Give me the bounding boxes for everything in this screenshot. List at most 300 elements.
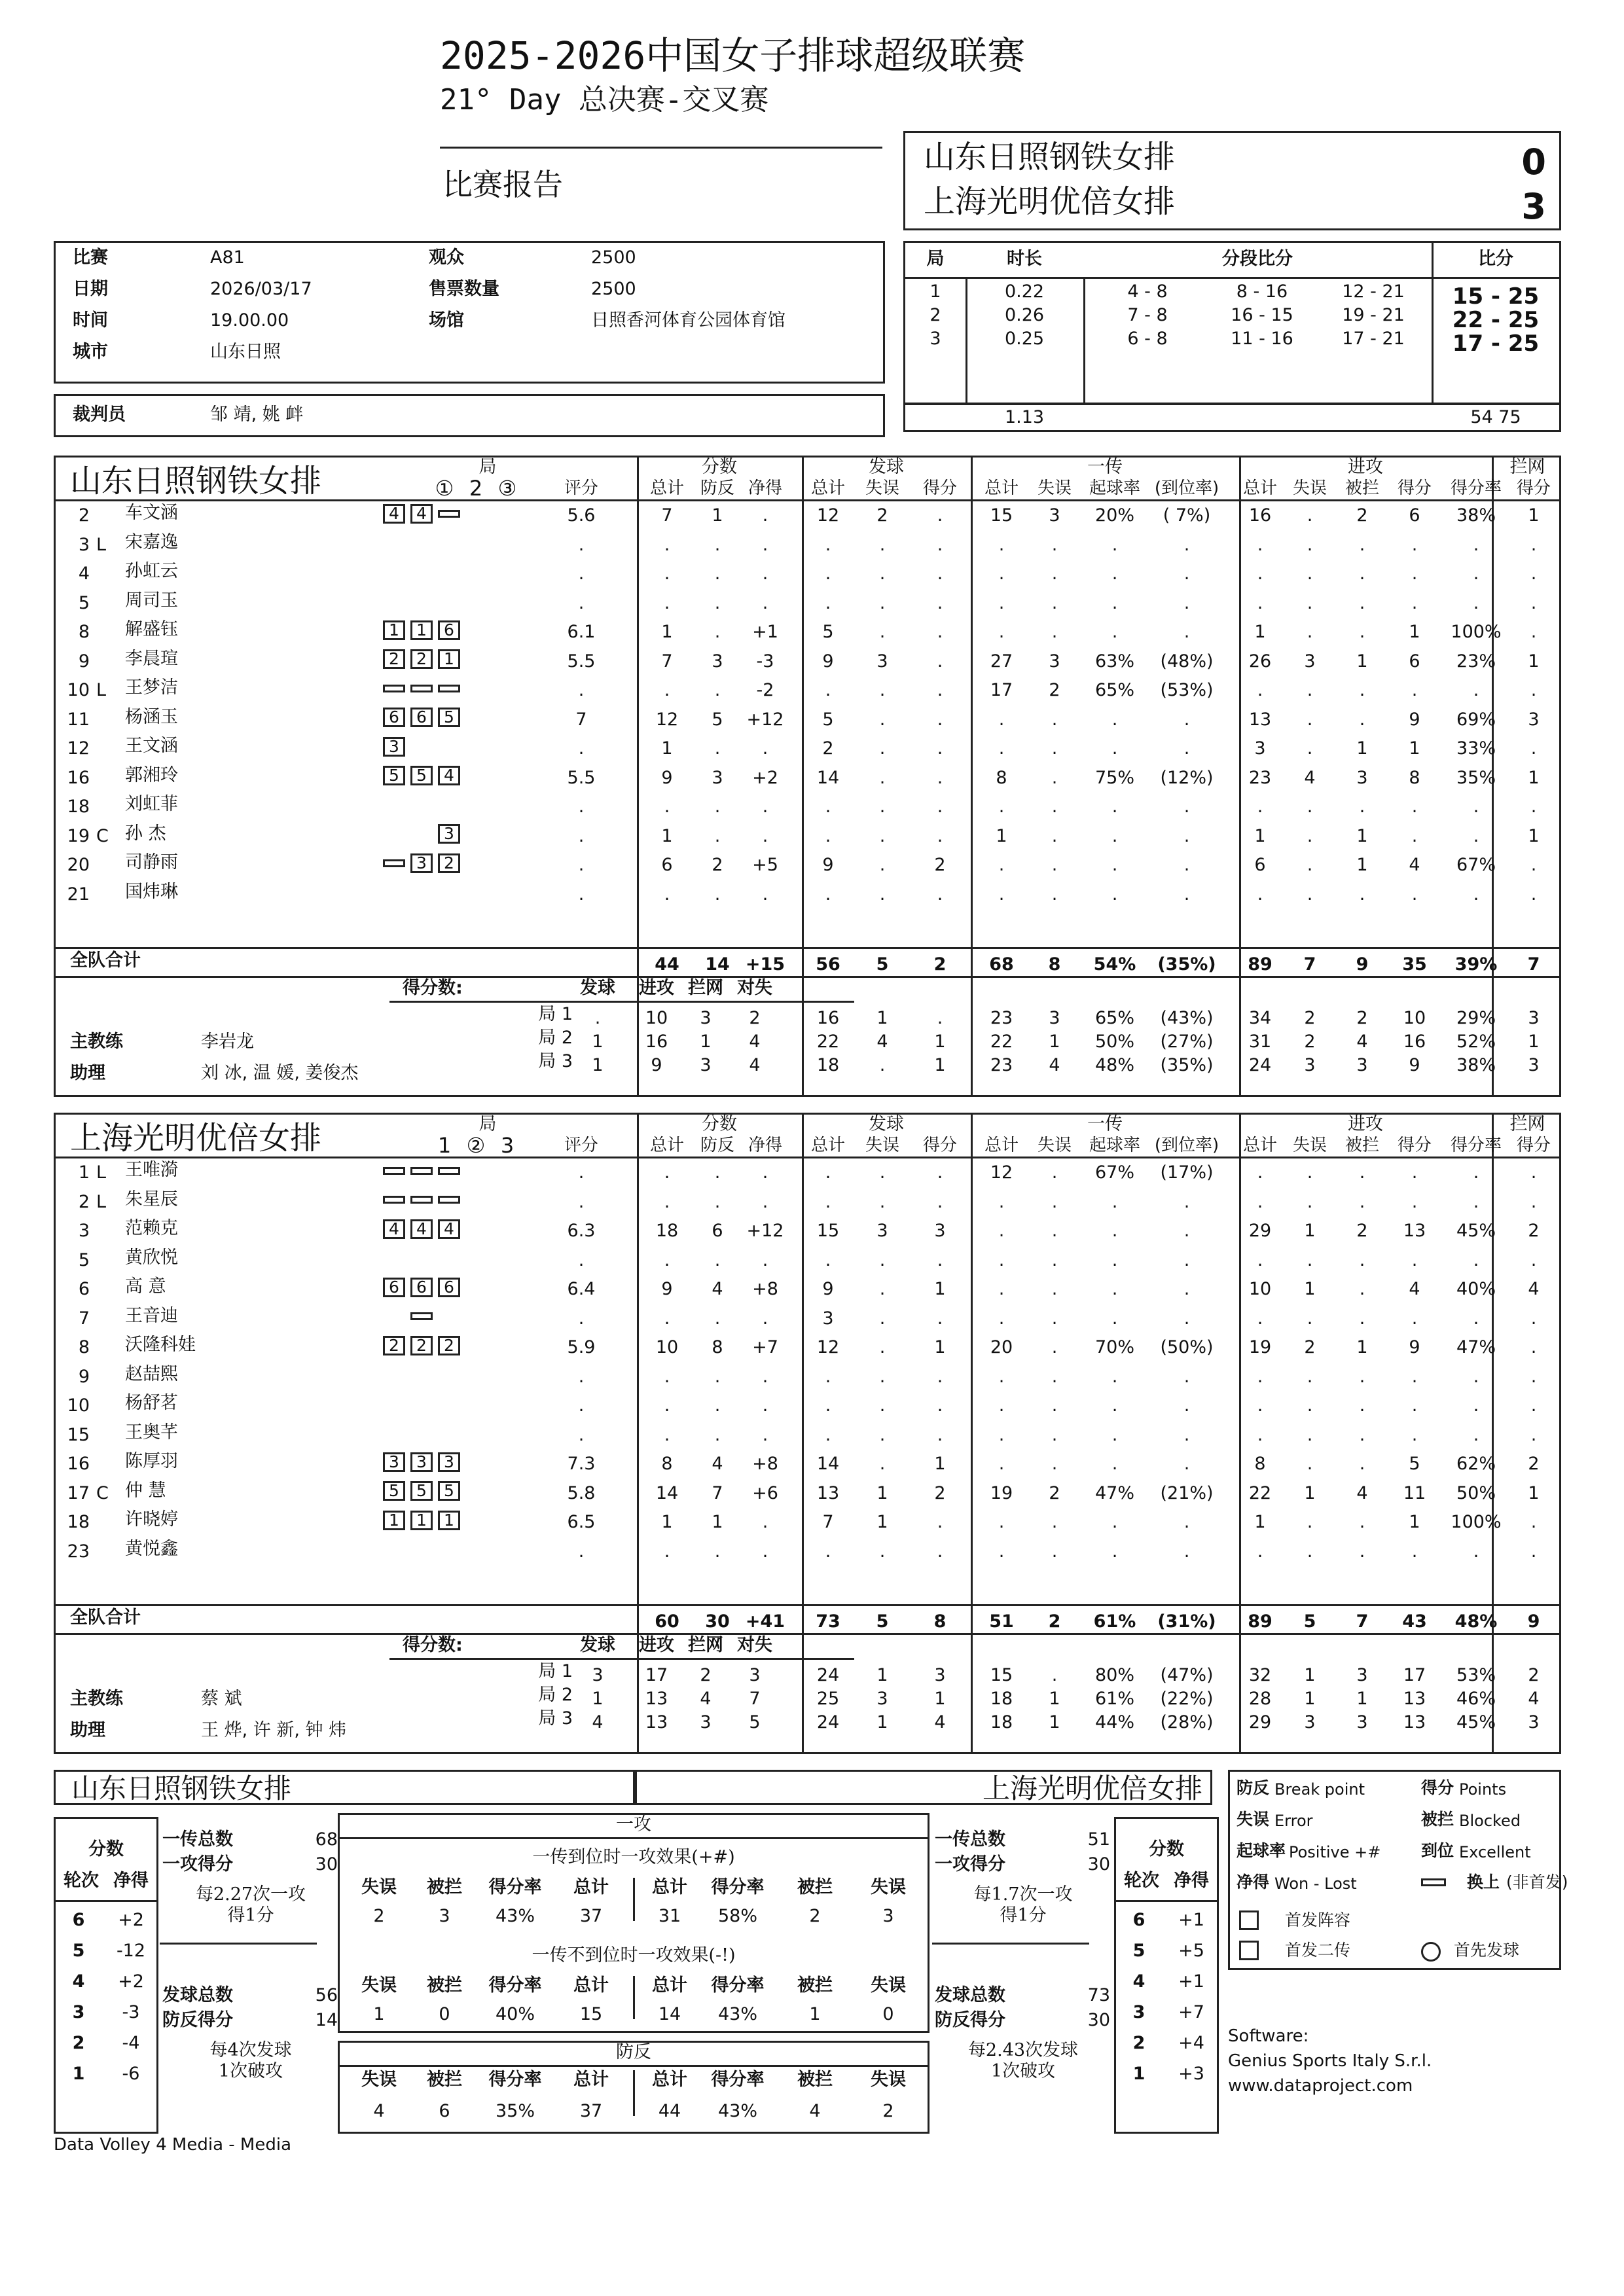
player-stat: . <box>1307 738 1313 759</box>
home-reception-total: 68 <box>315 1829 338 1850</box>
player-stat: 2 <box>1304 1337 1316 1357</box>
player-number: 18 <box>67 797 90 817</box>
rotation-number: 4 <box>1132 1971 1146 1992</box>
lineup-position: 6 <box>410 708 433 727</box>
set-row-stat: (43%) <box>1160 1008 1214 1028</box>
player-stat: 67% <box>1094 1162 1134 1183</box>
player-role: L <box>96 1162 107 1183</box>
player-stat: 1 <box>712 505 723 526</box>
player-stat: . <box>1183 1249 1190 1270</box>
home-serve-note-1: 每4次发球 <box>209 2040 292 2060</box>
rotation-number: 6 <box>1132 1910 1146 1930</box>
set-row-points: 10 <box>645 1008 668 1028</box>
software-website[interactable]: www.dataproject.com <box>1228 2076 1413 2096</box>
set-row-stat: 1 <box>876 1008 888 1028</box>
referee-label: 裁判员 <box>73 404 126 425</box>
player-stat: . <box>1530 1512 1537 1532</box>
set-row-stat: . <box>879 1055 886 1075</box>
set-row-stat: 3 <box>1528 1055 1540 1075</box>
player-stat: . <box>664 592 670 613</box>
player-number: 10 <box>67 1395 90 1416</box>
player-stat: (48%) <box>1160 651 1214 672</box>
player-lineup <box>383 678 465 698</box>
player-stat: 9 <box>661 1279 673 1299</box>
col-subhead: 得分率 <box>1450 478 1502 498</box>
player-stat: 8 <box>996 767 1007 788</box>
player-stat: 5 <box>822 622 834 642</box>
player-name: 刘虹菲 <box>125 794 178 814</box>
player-stat: . <box>1307 1424 1313 1445</box>
team-total-stat: 5 <box>876 954 889 975</box>
legend-box <box>1228 1770 1568 1970</box>
set-row-stat: 2 <box>1528 1665 1540 1685</box>
pts-head: 对失 <box>737 1635 772 1655</box>
team-total-stat: +41 <box>745 1611 785 1632</box>
player-stat: . <box>1530 797 1537 817</box>
player-stat: 35% <box>1456 767 1496 788</box>
player-stat: 5 <box>1409 1454 1420 1474</box>
player-stat: . <box>998 1366 1005 1387</box>
player-stat: . <box>1359 592 1365 613</box>
set-row-stat: 1 <box>876 1665 888 1685</box>
rotation-net: -3 <box>122 2002 140 2022</box>
player-stat: . <box>879 1395 886 1416</box>
first-attack-head: 失误 <box>361 1975 397 1996</box>
team-total-stat: 9 <box>1356 954 1369 975</box>
player-stat: . <box>1411 825 1418 846</box>
player-stat: +7 <box>752 1337 778 1357</box>
player-name: 解盛钰 <box>125 619 178 639</box>
player-stat: . <box>664 1308 670 1329</box>
player-stat: . <box>664 680 670 700</box>
pts-label: 得分数: <box>403 1635 463 1655</box>
player-stat: . <box>937 1395 943 1416</box>
player-stat: . <box>1051 797 1058 817</box>
player-stat: . <box>937 505 943 526</box>
set-row-stat: 29 <box>1248 1712 1272 1732</box>
first-attack-negative-value: 14 <box>658 2004 681 2024</box>
player-stat: . <box>1307 1366 1313 1387</box>
player-stat: . <box>714 1366 721 1387</box>
rotation-head-round: 轮次 <box>63 1871 99 1891</box>
player-stat: 3 <box>1528 709 1540 730</box>
team-total-stat: (35%) <box>1157 954 1216 975</box>
team-total-stat: 89 <box>1248 1611 1272 1632</box>
player-stat: . <box>714 1191 721 1212</box>
counter-mid-divider <box>633 2070 635 2116</box>
player-stat: . <box>1051 1424 1058 1445</box>
player-stat: 4 <box>712 1279 723 1299</box>
player-stat: . <box>762 534 768 555</box>
player-stat: . <box>1257 592 1263 613</box>
player-lineup <box>383 853 465 873</box>
col-head-serve: 发球 <box>869 457 904 477</box>
player-stat: . <box>937 767 943 788</box>
player-number: 16 <box>67 1454 90 1474</box>
col-subhead: 总计 <box>810 478 845 498</box>
player-stat: 10 <box>655 1337 679 1357</box>
player-stat: . <box>1307 884 1313 905</box>
player-stat: . <box>1307 1512 1313 1532</box>
home-attack-note-2: 得1分 <box>227 1905 274 1926</box>
player-stat: . <box>879 1162 886 1183</box>
player-stat: 9 <box>1409 1337 1420 1357</box>
legend-value: Won - Lost <box>1274 1874 1357 1893</box>
player-lineup <box>383 1248 465 1268</box>
set-duration: 0.25 <box>1004 329 1045 349</box>
player-stat: . <box>1530 1191 1537 1212</box>
match-info-box <box>54 241 885 384</box>
player-name: 司静雨 <box>125 852 178 872</box>
set-row-stat: (35%) <box>1160 1055 1214 1075</box>
col-subhead: 防反 <box>700 1136 734 1155</box>
set-row-stat: 10 <box>1403 1008 1426 1028</box>
player-stat: 5.6 <box>567 505 596 526</box>
player-lineup <box>383 736 465 757</box>
first-attack-positive-value: 43% <box>495 1906 535 1926</box>
first-attack-head: 总计 <box>573 1975 609 1996</box>
player-stat: . <box>1307 592 1313 613</box>
player-stat: . <box>578 855 585 875</box>
player-stat: . <box>1051 1366 1058 1387</box>
set-row-stat: 3 <box>1528 1712 1540 1732</box>
player-stat: . <box>1183 622 1190 642</box>
player-stat: 14 <box>816 1454 840 1474</box>
player-stat: 4 <box>712 1454 723 1474</box>
first-attack-negative-value: 15 <box>579 2004 603 2024</box>
player-stat: . <box>1257 534 1263 555</box>
column-divider <box>971 1115 973 1752</box>
player-stat: . <box>937 564 943 584</box>
first-attack-positive-value: 31 <box>658 1906 681 1926</box>
player-stat: . <box>1473 1249 1479 1270</box>
pts-head: 拦网 <box>688 978 723 998</box>
player-lineup <box>383 1190 465 1210</box>
player-name: 仲 慧 <box>125 1480 166 1501</box>
player-stat: 3 <box>1254 738 1266 759</box>
player-stat: . <box>879 855 886 875</box>
player-name: 杨舒茗 <box>125 1393 178 1413</box>
first-attack-positive-value: 2 <box>809 1906 821 1926</box>
player-stat: . <box>1257 1395 1263 1416</box>
coach-label: 主教练 <box>70 1031 123 1052</box>
player-stat: . <box>1530 564 1537 584</box>
player-stat: . <box>762 1395 768 1416</box>
team-total-stat: 60 <box>655 1611 679 1632</box>
player-stat: . <box>578 564 585 584</box>
player-stat: . <box>825 1191 831 1212</box>
player-stat: . <box>1257 1162 1263 1183</box>
player-stat: 47% <box>1094 1482 1134 1503</box>
set-row-stat: 1 <box>1049 1689 1060 1709</box>
player-lineup <box>383 620 465 640</box>
team-total-stat: 2 <box>933 954 947 975</box>
player-stat: . <box>1530 855 1537 875</box>
player-number: 10 <box>67 680 90 700</box>
legend-value: (非首发) <box>1506 1873 1568 1892</box>
player-stat: . <box>825 884 831 905</box>
rotation-net: +3 <box>1178 2064 1204 2084</box>
player-stat: 5.5 <box>567 767 596 788</box>
player-number: 18 <box>67 1512 90 1532</box>
player-stat: . <box>1111 592 1118 613</box>
set-partial-2: 16 - 15 <box>1231 305 1293 325</box>
set-row-points: 4 <box>749 1055 761 1075</box>
player-stat: . <box>1473 825 1479 846</box>
player-stat: . <box>1257 1308 1263 1329</box>
player-stat: . <box>1359 1424 1365 1445</box>
player-stat: . <box>1183 1454 1190 1474</box>
player-stat: . <box>1111 797 1118 817</box>
player-stat: . <box>1051 1249 1058 1270</box>
player-stat: 15 <box>816 1221 840 1241</box>
player-stat: . <box>1111 1191 1118 1212</box>
info-match: A81 <box>210 247 245 268</box>
player-stat: . <box>1473 564 1479 584</box>
set-row-stat: 48% <box>1094 1055 1134 1075</box>
info-time: 19.00.00 <box>210 310 289 331</box>
player-stat: 8 <box>1409 767 1420 788</box>
set-row-stat: 46% <box>1456 1689 1496 1709</box>
home-first-attack-label: 一攻得分 <box>162 1854 233 1874</box>
player-stat: 1 <box>1304 1221 1316 1241</box>
player-stat: . <box>1411 1162 1418 1183</box>
player-stat: 9 <box>1409 709 1420 730</box>
set-number: 2 <box>929 305 941 325</box>
referee-box <box>54 394 885 437</box>
team-total-stat: 14 <box>705 954 730 975</box>
legend-value: Blocked <box>1459 1812 1521 1830</box>
header-rule <box>440 147 882 149</box>
player-stat: . <box>1111 1221 1118 1241</box>
player-stat: . <box>664 1191 670 1212</box>
lineup-position: 1 <box>410 1511 433 1530</box>
player-stat: . <box>1257 1249 1263 1270</box>
player-stat: 7 <box>712 1482 723 1503</box>
set-row-points: 17 <box>645 1665 668 1685</box>
player-stat: . <box>1359 1308 1365 1329</box>
player-stat: . <box>1183 1308 1190 1329</box>
team-total-label: 全队合计 <box>70 1607 141 1628</box>
player-stat: . <box>1111 1512 1118 1532</box>
col-subhead: 总计 <box>984 1136 1019 1155</box>
set-row-points: 7 <box>749 1689 761 1709</box>
team-total-stat: 68 <box>989 954 1014 975</box>
away-serve-note-2: 1次破攻 <box>990 2061 1056 2081</box>
lineup-position: 4 <box>438 766 460 785</box>
player-number: 5 <box>78 592 90 613</box>
player-stat: 1 <box>1528 505 1540 526</box>
player-stat: . <box>1051 1337 1058 1357</box>
player-stat: . <box>998 1308 1005 1329</box>
player-stat: 65% <box>1094 680 1134 700</box>
counter-value: 44 <box>658 2101 681 2121</box>
player-stat: 6.4 <box>567 1279 596 1299</box>
player-stat: 14 <box>655 1482 679 1503</box>
set-circle-2: ② <box>466 1133 486 1158</box>
player-stat: 2 <box>1528 1454 1540 1474</box>
set-partial-1: 7 - 8 <box>1127 305 1168 325</box>
set-row-stat: 80% <box>1094 1665 1134 1685</box>
player-lineup <box>383 1452 465 1472</box>
player-stat: . <box>879 534 886 555</box>
player-number: 7 <box>78 1308 90 1329</box>
player-stat: . <box>1051 592 1058 613</box>
set-circle-2: 2 <box>469 476 483 501</box>
player-number: 20 <box>67 855 90 875</box>
lineup-position: 2 <box>438 1336 460 1355</box>
set-row-points: 13 <box>645 1712 668 1732</box>
player-stat: . <box>998 1395 1005 1416</box>
team-total-stat: 35 <box>1402 954 1427 975</box>
player-stat: . <box>1411 534 1418 555</box>
player-lineup <box>383 533 465 552</box>
player-stat: . <box>825 1541 831 1562</box>
player-stat: . <box>1530 1162 1537 1183</box>
player-stat: . <box>1530 680 1537 700</box>
player-stat: . <box>1111 884 1118 905</box>
player-stat: . <box>879 797 886 817</box>
sets-head-partials: 分段比分 <box>1222 249 1293 269</box>
player-stat: 9 <box>822 651 834 672</box>
player-stat: . <box>1359 1395 1365 1416</box>
home-team-section <box>54 456 1561 1097</box>
col-head-block: 拦网 <box>1509 1114 1545 1134</box>
player-stat: 4 <box>1409 855 1420 875</box>
player-stat: . <box>998 1191 1005 1212</box>
player-stat: . <box>762 564 768 584</box>
player-name: 李晨瑄 <box>125 648 178 669</box>
counter-head: 得分率 <box>711 2070 765 2090</box>
lineup-position: 3 <box>410 853 433 873</box>
col-head-serve: 发球 <box>869 1114 904 1134</box>
home-first-attack-points: 30 <box>315 1854 338 1874</box>
lineup-position: 1 <box>438 649 460 669</box>
player-stat: 62% <box>1456 1454 1496 1474</box>
player-stat: . <box>1530 1541 1537 1562</box>
set-row-stat: 16 <box>1403 1031 1426 1052</box>
player-stat: 7 <box>661 505 673 526</box>
lineup-position: 6 <box>438 620 460 640</box>
player-stat: 27 <box>990 651 1013 672</box>
info-label-spectators: 观众 <box>429 247 464 268</box>
player-stat: . <box>1183 534 1190 555</box>
lineup-position: 5 <box>383 766 405 785</box>
player-stat: . <box>998 1279 1005 1299</box>
away-first-attack-label: 一攻得分 <box>935 1854 1005 1874</box>
lineup-sub-marker <box>383 1167 405 1175</box>
player-stat: . <box>1359 680 1365 700</box>
first-attack-negative-value: 1 <box>373 2004 385 2024</box>
player-stat: . <box>1051 1308 1058 1329</box>
player-name: 国炜琳 <box>125 881 178 902</box>
player-stat: 3 <box>712 767 723 788</box>
rotation-rule <box>56 1900 156 1902</box>
counter-box <box>338 2041 929 2134</box>
first-attack-head: 总计 <box>652 1975 687 1996</box>
player-lineup <box>383 649 465 670</box>
set-row-stat: 4 <box>934 1712 946 1732</box>
counter-value: 2 <box>882 2101 894 2121</box>
player-stat: . <box>937 738 943 759</box>
player-stat: . <box>664 1424 670 1445</box>
team-total-stat: 48% <box>1454 1611 1498 1632</box>
info-label-tickets: 售票数量 <box>429 279 499 299</box>
rotation-number: 3 <box>72 2002 85 2022</box>
player-stat: . <box>1530 884 1537 905</box>
set-row-points: 3 <box>700 1008 712 1028</box>
team-total-stat: 5 <box>876 1611 889 1632</box>
player-stat: . <box>1111 564 1118 584</box>
player-stat: . <box>879 1279 886 1299</box>
player-stat: . <box>879 1249 886 1270</box>
first-attack-head: 被拦 <box>797 1877 833 1897</box>
set-partial-3: 17 - 21 <box>1342 329 1405 349</box>
player-stat: . <box>937 884 943 905</box>
player-stat: . <box>1307 1162 1313 1183</box>
player-stat: . <box>879 1454 886 1474</box>
player-stat: 2 <box>1049 1482 1060 1503</box>
player-lineup <box>383 591 465 611</box>
player-stat: . <box>1359 884 1365 905</box>
player-stat: . <box>714 564 721 584</box>
sets-total-duration: 1.13 <box>1004 407 1045 427</box>
set-row-points: 2 <box>749 1008 761 1028</box>
player-stat: . <box>998 564 1005 584</box>
lineup-position: 6 <box>410 1278 433 1297</box>
player-stat: 63% <box>1094 651 1134 672</box>
home-rotation-box <box>54 1817 158 2134</box>
first-attack-box <box>338 1813 929 2033</box>
set-row-label: 局 2 <box>538 1028 573 1048</box>
player-stat: 23 <box>1248 767 1272 788</box>
col-subhead: 净得 <box>748 478 782 498</box>
player-stat: 1 <box>1409 1512 1420 1532</box>
player-stat: . <box>879 825 886 846</box>
player-stat: . <box>1359 1279 1365 1299</box>
first-attack-head: 总计 <box>573 1877 609 1897</box>
player-stat: . <box>937 651 943 672</box>
col-head-block: 拦网 <box>1509 457 1545 477</box>
set-number: 1 <box>929 281 941 302</box>
player-number: 11 <box>67 709 90 730</box>
player-stat: . <box>1473 797 1479 817</box>
counter-value: 37 <box>579 2101 603 2121</box>
player-stat: . <box>664 1366 670 1387</box>
player-stat: . <box>879 738 886 759</box>
player-name: 王奥芊 <box>125 1422 178 1443</box>
player-stat: . <box>1307 534 1313 555</box>
player-stat: . <box>1051 767 1058 788</box>
set-row-stat: 31 <box>1248 1031 1272 1052</box>
team-total-stat: 7 <box>1527 954 1540 975</box>
player-stat: . <box>664 797 670 817</box>
info-spectators: 2500 <box>591 247 636 268</box>
player-stat: . <box>1051 1512 1058 1532</box>
player-stat: 1 <box>934 1454 946 1474</box>
col-subhead: 得分率 <box>1450 1136 1502 1155</box>
player-stat: . <box>1411 1191 1418 1212</box>
first-attack-head: 失误 <box>871 1975 906 1996</box>
player-name: 王梦洁 <box>125 677 178 698</box>
player-stat: . <box>762 505 768 526</box>
player-stat: 20% <box>1094 505 1134 526</box>
player-stat: . <box>714 592 721 613</box>
player-lineup <box>383 708 465 728</box>
player-stat: 75% <box>1094 767 1134 788</box>
first-attack-positive-value: 58% <box>717 1906 757 1926</box>
player-name: 孙 杰 <box>125 823 166 844</box>
